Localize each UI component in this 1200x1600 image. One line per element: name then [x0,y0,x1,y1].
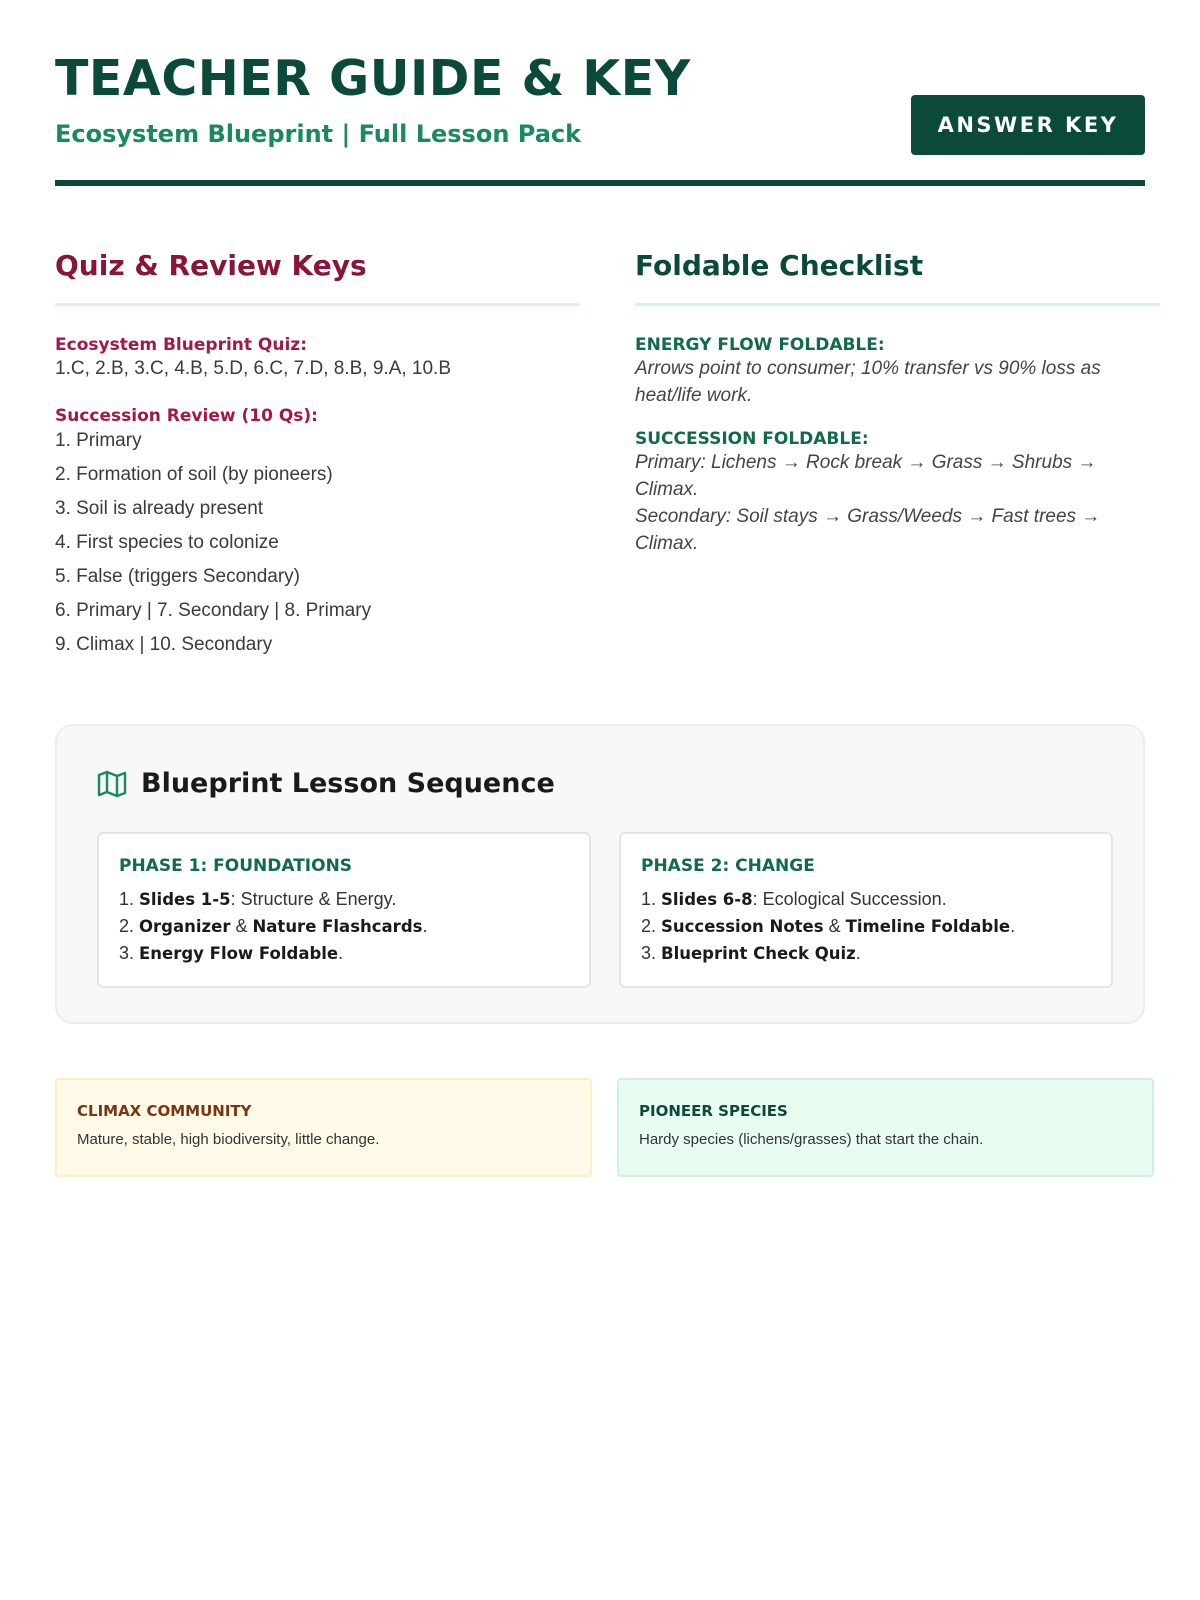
energy-foldable-label: ENERGY FLOW FOLDABLE: [635,335,885,355]
succession-foldable-label: SUCCESSION FOLDABLE: [635,429,869,449]
note-title: CLIMAX COMMUNITY [77,1102,252,1120]
map-icon [97,770,127,798]
answer-key-button[interactable]: ANSWER KEY [911,95,1145,155]
phase-step: 2. Succession Notes & Timeline Foldable. [641,916,1016,936]
lesson-sequence-heading: Blueprint Lesson Sequence [141,768,555,799]
list-item: 6. Primary | 7. Secondary | 8. Primary [55,600,372,621]
list-item: 4. First species to colonize [55,532,279,553]
quiz-label: Ecosystem Blueprint Quiz: [55,335,307,355]
section-divider [55,303,580,306]
phase-step: 3. Blueprint Check Quiz. [641,943,861,963]
list-item: 1. Primary [55,430,142,451]
lesson-sequence-header [97,768,555,799]
page-header [55,0,1145,186]
list-item: 5. False (triggers Secondary) [55,566,300,587]
phase-title: PHASE 2: CHANGE [641,856,815,876]
pioneer-species-note [617,1078,1154,1177]
phase-steps [641,886,1091,967]
note-title: PIONEER SPECIES [639,1102,788,1120]
phase-step: 2. Organizer & Nature Flashcards. [119,916,428,936]
definition-notes [55,1078,1145,1178]
phase-step: 1. Slides 6-8: Ecological Succession. [641,889,947,909]
quiz-answers: 1.C, 2.B, 3.C, 4.B, 5.D, 6.C, 7.D, 8.B, 9.A, 10.B [55,358,452,379]
succession-secondary-text: Secondary: Soil stays → Grass/Weeds → Fast trees → Climax. [635,506,1101,554]
note-text: Hardy species (lichens/grasses) that start the chain. [639,1131,984,1148]
energy-foldable-text: Arrows point to consumer; 10% transfer vs 90% loss as heat/life work. [635,358,1101,406]
list-item: 3. Soil is already present [55,498,264,519]
phase-steps [119,886,569,967]
page-title: TEACHER GUIDE & KEY [55,50,691,107]
review-list [55,426,580,664]
list-item: 2. Formation of soil (by pioneers) [55,464,333,485]
page-subtitle: Ecosystem Blueprint | Full Lesson Pack [55,120,582,148]
foldable-heading: Foldable Checklist [635,249,924,282]
phase-step: 1. Slides 1-5: Structure & Energy. [119,889,397,909]
succession-primary-text: Primary: Lichens → Rock break → Grass → Shrubs → Climax. [635,452,1097,500]
lesson-sequence-panel [55,724,1145,1024]
quiz-review-section [55,186,580,664]
section-divider [635,303,1160,306]
quiz-review-heading: Quiz & Review Keys [55,249,367,282]
phase-title: PHASE 1: FOUNDATIONS [119,856,353,876]
foldable-section [635,186,1160,557]
keys-columns [55,186,1145,716]
review-label: Succession Review (10 Qs): [55,406,318,426]
phase-2-card [619,832,1113,988]
phase-1-card [97,832,591,988]
note-text: Mature, stable, high biodiversity, little change. [77,1131,380,1148]
list-item: 9. Climax | 10. Secondary [55,634,273,655]
phase-step: 3. Energy Flow Foldable. [119,943,344,963]
climax-community-note [55,1078,592,1177]
